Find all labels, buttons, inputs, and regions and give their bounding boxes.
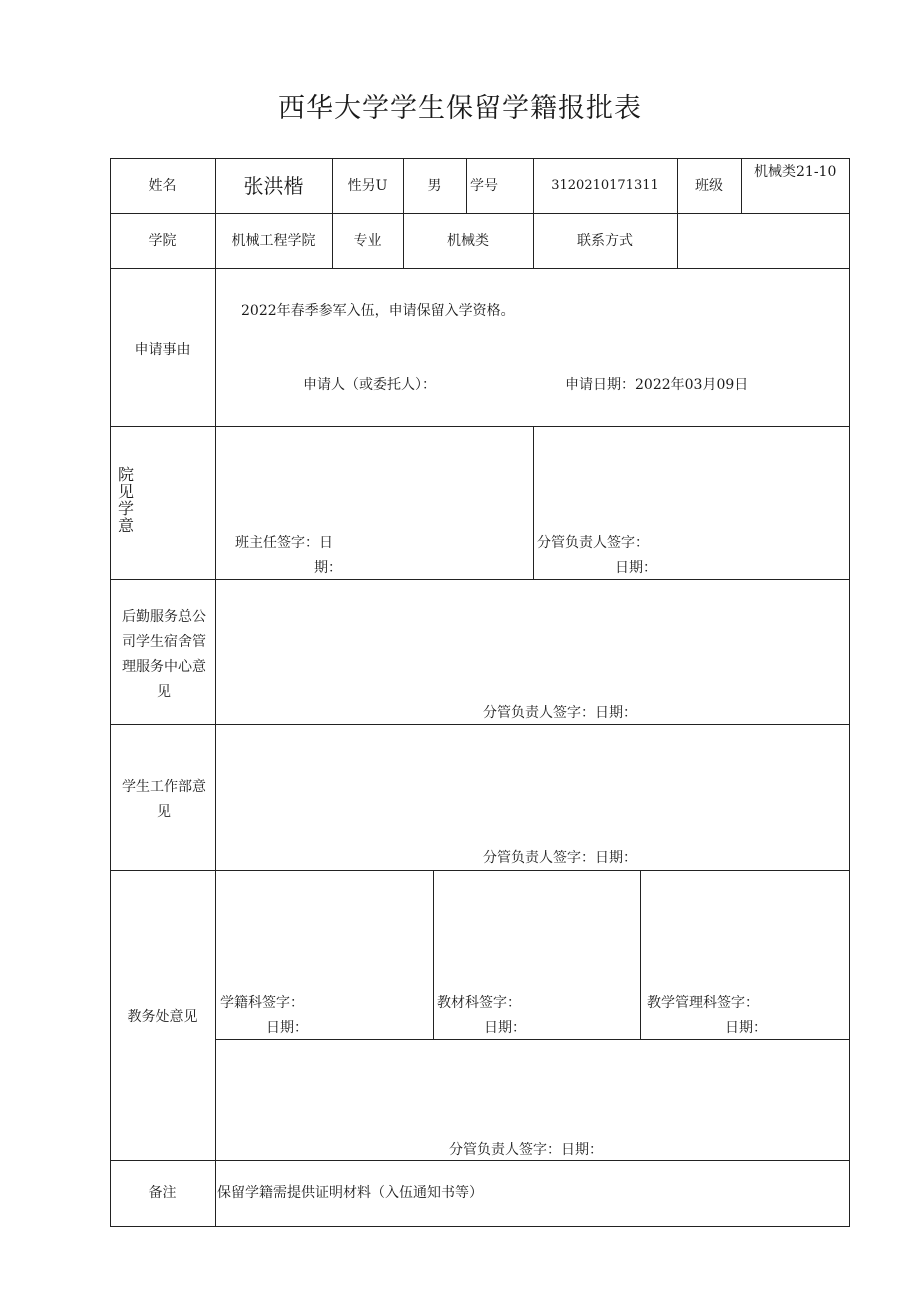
student-id-value[interactable]: 3120210171311	[551, 178, 659, 193]
rule	[533, 158, 534, 268]
class-label: 班级	[695, 178, 723, 194]
college-opinion-label: 院 见 学 意	[118, 465, 135, 535]
rule	[466, 158, 467, 213]
head-teacher-sign: 班主任签字：日	[235, 535, 333, 551]
student-affairs-label: 学生工作部意见	[122, 779, 206, 820]
textbook-sign: 教材科签字：	[437, 995, 521, 1011]
rule-top	[110, 158, 850, 159]
rule	[110, 426, 850, 427]
college-value[interactable]: 机械工程学院	[231, 233, 316, 249]
form-title: 西华大学学生保留学籍报批表	[278, 93, 642, 124]
major-label: 专业	[353, 233, 382, 249]
registry-date: 日期：	[266, 1020, 308, 1036]
logistics-sign: 分管负责人签字：日期：	[483, 705, 637, 721]
college-head-sign: 分管负责人签字：	[537, 535, 649, 551]
academic-affairs-label: 教务处意见	[127, 1009, 198, 1025]
applicant-label: 申请人（或委托人）：	[303, 377, 436, 393]
head-teacher-date: 期：	[314, 560, 342, 576]
reason-text[interactable]: 2022年春季参军入伍，申请保留入学资格。	[241, 303, 515, 319]
rule-left	[110, 158, 111, 1227]
major-value[interactable]: 机械类	[447, 233, 489, 249]
rule	[110, 1160, 850, 1161]
rule	[640, 870, 641, 1039]
college-label: 学院	[148, 233, 177, 249]
registry-sign: 学籍科签字：	[220, 995, 304, 1011]
name-label: 姓名	[148, 178, 177, 194]
teaching-sign: 教学管理科签字：	[647, 995, 759, 1011]
remarks-label: 备注	[148, 1185, 177, 1201]
apply-date: 申请日期：2022年03月09日	[565, 377, 749, 393]
contact-label: 联系方式	[577, 233, 633, 249]
reason-label: 申请事由	[134, 342, 191, 358]
academic-head-sign: 分管负责人签字：日期：	[449, 1142, 603, 1158]
rule	[215, 1039, 850, 1040]
rule	[533, 426, 534, 579]
logistics-label: 后勤服务总公司学生宿舍管理服务中心意见	[122, 609, 206, 700]
rule	[433, 870, 434, 1039]
rule-bottom	[110, 1226, 850, 1227]
name-value[interactable]: 张洪楷	[243, 174, 304, 198]
form-table	[110, 158, 850, 1227]
rule	[677, 158, 678, 268]
class-value[interactable]: 机械类21-10	[754, 164, 837, 180]
student-id-label: 学号	[470, 178, 498, 194]
rule	[741, 158, 742, 213]
rule	[110, 213, 850, 214]
college-head-date: 日期：	[615, 560, 657, 576]
rule	[332, 158, 333, 268]
teaching-date: 日期：	[725, 1020, 767, 1036]
rule	[110, 870, 850, 871]
rule	[110, 724, 850, 725]
remarks-text: 保留学籍需提供证明材料（入伍通知书等）	[217, 1185, 483, 1201]
rule	[403, 158, 404, 268]
gender-value[interactable]: 男	[427, 178, 442, 194]
gender-label: 性另U	[347, 178, 388, 194]
rule	[110, 579, 850, 580]
student-affairs-sign: 分管负责人签字：日期：	[483, 850, 637, 866]
rule	[215, 158, 216, 1227]
rule-right	[849, 158, 850, 1227]
textbook-date: 日期：	[484, 1020, 526, 1036]
rule	[110, 268, 850, 269]
